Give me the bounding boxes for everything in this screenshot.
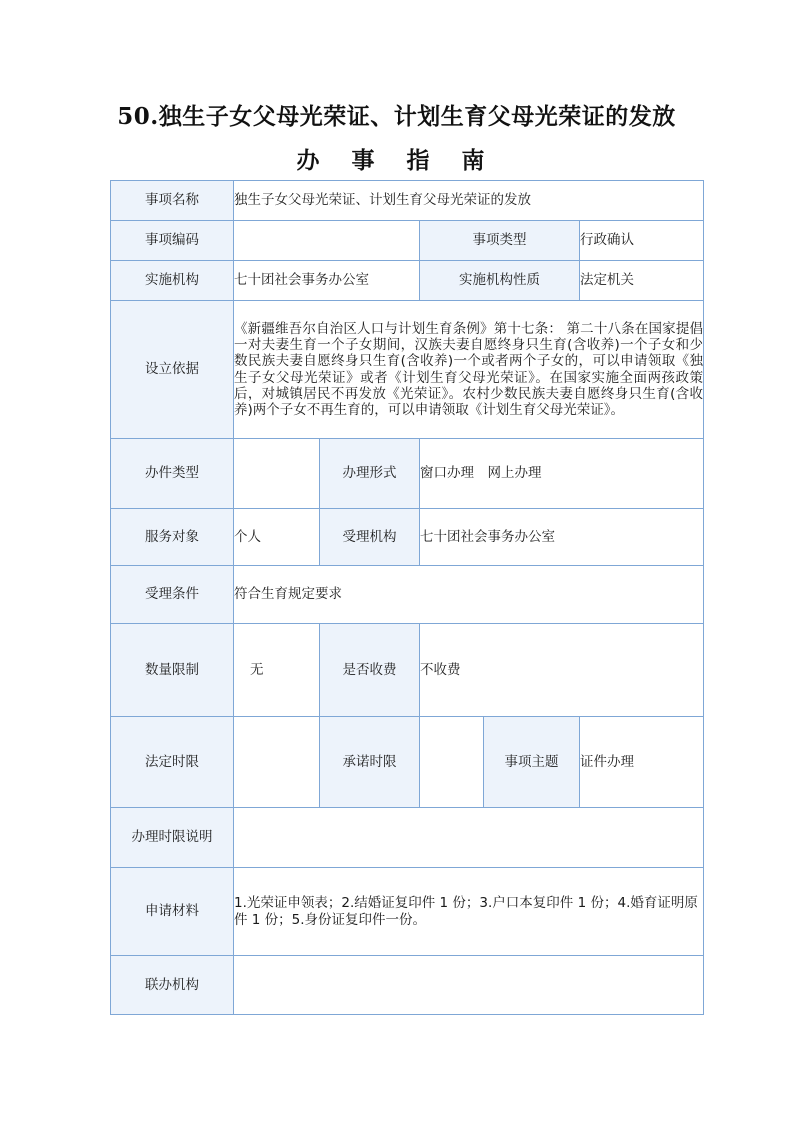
joint-org-value [234,956,704,1015]
table-row [111,261,704,301]
case-type-value [234,439,320,509]
conditions-value: 符合生育规定要求 [234,566,704,624]
table-row [111,717,704,808]
service-target-label: 服务对象 [111,509,234,566]
fee-label: 是否收费 [320,624,420,717]
quantity-limit-label: 数量限制 [111,624,234,717]
table-row [111,439,704,509]
item-code-value [234,221,420,261]
page-subtitle: 办 事 指 南 [296,147,497,174]
basis-value: 《新疆维吾尔自治区人口与计划生育条例》第十七条： 第二十八条在国家提倡一对夫妻生育一个子女期间，汉族夫妻自愿终身只生育(含收养)一个子女和少数民族夫妻自愿终身只生育(含收养)一个或者两个子女的，可以申请领取《独生子女父母光荣证》或者《计划生育父母光荣证》。在国家实施全面两孩政策后，对城镇居民不再发放《光荣证》。农村少数民族夫妻自愿终身只生育(含收养)两个子女不再生育的，可以申请领取《计划生育父母光荣证》。 [234,301,704,439]
page-title: 50.独生子女父母光荣证、计划生育父母光荣证的发放 [117,103,676,130]
accepting-org-value: 七十团社会事务办公室 [420,509,704,566]
promised-limit-value [420,717,484,808]
handle-form-value: 窗口办理 网上办理 [420,439,704,509]
legal-limit-value [234,717,320,808]
table-row [111,624,704,717]
materials-value: 1.光荣证申领表；2.结婚证复印件 1 份；3.户口本复印件 1 份；4.婚育证明原件 1 份；5.身份证复印件一份。 [234,868,704,956]
org-label: 实施机构 [111,261,234,301]
table-row [111,181,704,221]
promised-limit-label: 承诺时限 [320,717,420,808]
org-nature-value: 法定机关 [580,261,704,301]
table-row [111,868,704,956]
guide-table [110,180,704,1015]
org-value: 七十团社会事务办公室 [234,261,420,301]
table-row [111,509,704,566]
service-target-value: 个人 [234,509,320,566]
item-name-label: 事项名称 [111,181,234,221]
item-type-label: 事项类型 [420,221,580,261]
fee-value: 不收费 [420,624,704,717]
item-code-label: 事项编码 [111,221,234,261]
quantity-limit-value: 无 [234,624,320,717]
org-nature-label: 实施机构性质 [420,261,580,301]
table-row [111,221,704,261]
handle-form-label: 办理形式 [320,439,420,509]
conditions-label: 受理条件 [111,566,234,624]
table-row [111,301,704,439]
case-type-label: 办件类型 [111,439,234,509]
item-type-value: 行政确认 [580,221,704,261]
table-row [111,808,704,868]
legal-limit-label: 法定时限 [111,717,234,808]
accepting-org-label: 受理机构 [320,509,420,566]
joint-org-label: 联办机构 [111,956,234,1015]
time-note-label: 办理时限说明 [111,808,234,868]
basis-label: 设立依据 [111,301,234,439]
materials-label: 申请材料 [111,868,234,956]
theme-label: 事项主题 [484,717,580,808]
item-name-value: 独生子女父母光荣证、计划生育父母光荣证的发放 [234,181,704,221]
table-row [111,566,704,624]
theme-value: 证件办理 [580,717,704,808]
time-note-value [234,808,704,868]
table-row [111,956,704,1015]
